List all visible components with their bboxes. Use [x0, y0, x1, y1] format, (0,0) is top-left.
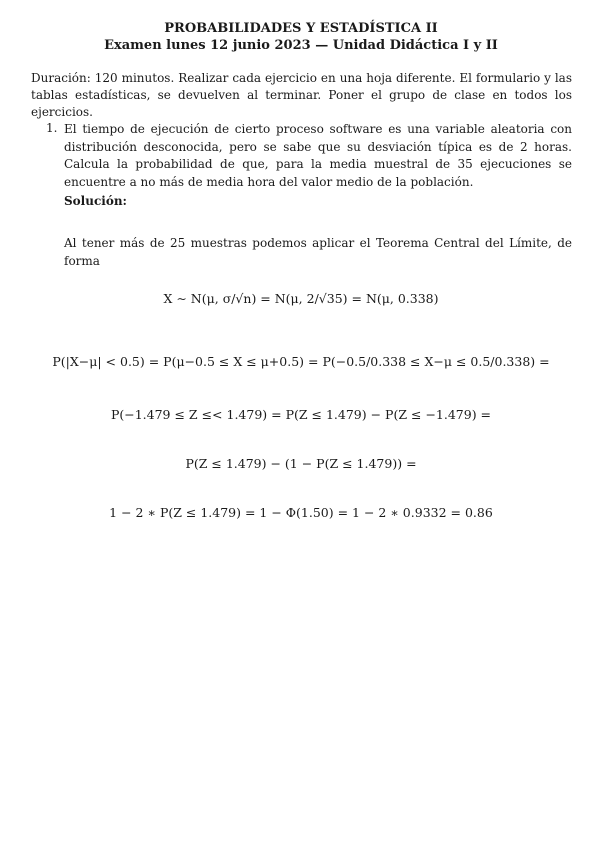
solution-paragraph: Al tener más de 25 muestras podemos aplicar el Teorema Central del Límite, de forma	[64, 236, 572, 268]
solution-label: Solución:	[64, 194, 127, 208]
instructions-line-1: Duración: 120 minutos. Realizar cada ejercicio en una hoja diferente. El formulario y las	[31, 71, 572, 85]
exam-subtitle: Examen lunes 12 junio 2023 — Unidad Didáctica I y II	[104, 38, 498, 53]
equation-result: 1 − 2 ∗ P(Z ≤ 1.479) = 1 − Φ(1.50) = 1 − 2 ∗ 0.9332 = 0.86	[109, 505, 493, 520]
exercise-number: 1.	[46, 121, 58, 135]
equation-distribution: X ∼ N(μ, σ/√n) = N(μ, 2/√35) = N(μ, 0.338)	[163, 291, 439, 306]
equation-standardized: P(−1.479 ≤ Z ≤< 1.479) = P(Z ≤ 1.479) − P(Z ≤ −1.479) =	[110, 407, 492, 422]
exam-title: PROBABILIDADES Y ESTADÍSTICA II	[164, 21, 438, 36]
equation-probability: P(|X−μ| < 0.5) = P(μ−0.5 ≤ X ≤ μ+0.5) = P(−0.5/0.338 ≤ X−μ ≤ 0.5/0.338) =	[52, 354, 550, 369]
equation-complement: P(Z ≤ 1.479) − (1 − P(Z ≤ 1.479)) =	[185, 456, 417, 471]
exam-instructions	[31, 70, 572, 121]
exercise-statement: El tiempo de ejecución de cierto proceso software es una variable aleatoria con distribución desconocida, pero se sabe que su desviación típica es de 2 horas. Calcula la probabilidad de que, para la media muestral de 35 ejecuciones se encuentre a no más de media hora del valor medio de la población.	[64, 122, 572, 189]
instructions-line-2: tablas estadísticas, se devuelven al terminar. Poner el grupo de clase en todos los ejercicios.	[31, 88, 572, 119]
